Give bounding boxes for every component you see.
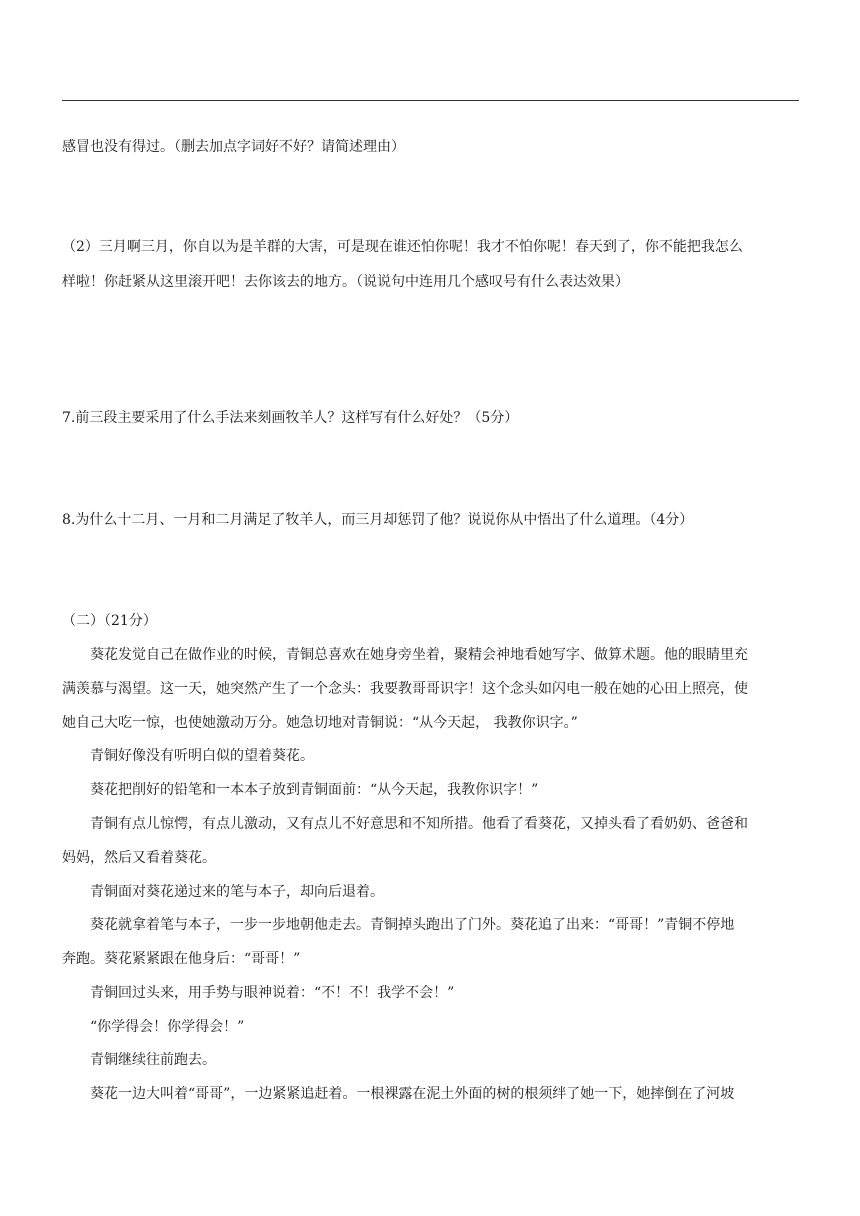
text-line: 妈妈，然后又看着葵花。 bbox=[62, 850, 216, 866]
text-line: 葵花发觉自己在做作业的时候，青铜总喜欢在她身旁坐着，聚精会神地看她写字、做算术题。他的眼睛里充 bbox=[90, 647, 748, 663]
text-line: 奔跑。葵花紧紧跟在他身后：“哥哥！” bbox=[62, 951, 301, 967]
text-line: （2）三月啊三月，你自以为是羊群的大害，可是现在谁还怕你呢！我才不怕你呢！春天到了，你不能把我怎么 bbox=[62, 239, 743, 255]
text-line: 青铜继续往前跑去。 bbox=[90, 1052, 216, 1068]
text-line: 葵花就拿着笔与本子，一步一步地朝他走去。青铜掉头跑出了门外。葵花追了出来：“哥哥！”青铜不停地 bbox=[90, 917, 735, 933]
text-line: 青铜有点儿惊愕，有点儿激动，又有点儿不好意思和不知所措。他看了看葵花，又掉头看了看奶奶、爸爸和 bbox=[90, 816, 748, 832]
text-line: 感冒也没有得过。（删去加点字词好不好？请简述理由） bbox=[62, 139, 405, 155]
text-line: 青铜面对葵花递过来的笔与本子，却向后退着。 bbox=[90, 884, 384, 900]
header-rule bbox=[62, 100, 799, 101]
question-7: 7.前三段主要采用了什么手法来刻画牧羊人？这样写有什么好处？（5分） bbox=[62, 410, 519, 426]
text-line: 样啦！你赶紧从这里滚开吧！去你该去的地方。（说说句中连用几个感叹号有什么表达效果） bbox=[62, 274, 629, 290]
text-line: 葵花一边大叫着“哥哥”，一边紧紧追赶着。一根裸露在泥土外面的树的根须绊了她一下，她摔倒在了河坡 bbox=[90, 1086, 735, 1102]
text-line: 青铜回过头来，用手势与眼神说着：“不！不！我学不会！” bbox=[90, 985, 455, 1001]
text-line: “你学得会！你学得会！” bbox=[90, 1019, 245, 1035]
text-line: 她自己大吃一惊，也使她激动万分。她急切地对青铜说：“从今天起， 我教你识字。” bbox=[62, 715, 578, 731]
text-line: 葵花把削好的铅笔和一本本子放到青铜面前：“从今天起，我教你识字！” bbox=[90, 782, 539, 798]
text-line: 满羡慕与渴望。这一天，她突然产生了一个念头：我要教哥哥识字！这个念头如闪电一般在她的心田上照亮，使 bbox=[62, 681, 748, 697]
section-heading: （二）（21分） bbox=[62, 613, 157, 629]
question-8: 8.为什么十二月、一月和二月满足了牧羊人，而三月却惩罚了他？说说你从中悟出了什么道理。（4分） bbox=[62, 512, 694, 528]
text-line: 青铜好像没有听明白似的望着葵花。 bbox=[90, 748, 314, 764]
